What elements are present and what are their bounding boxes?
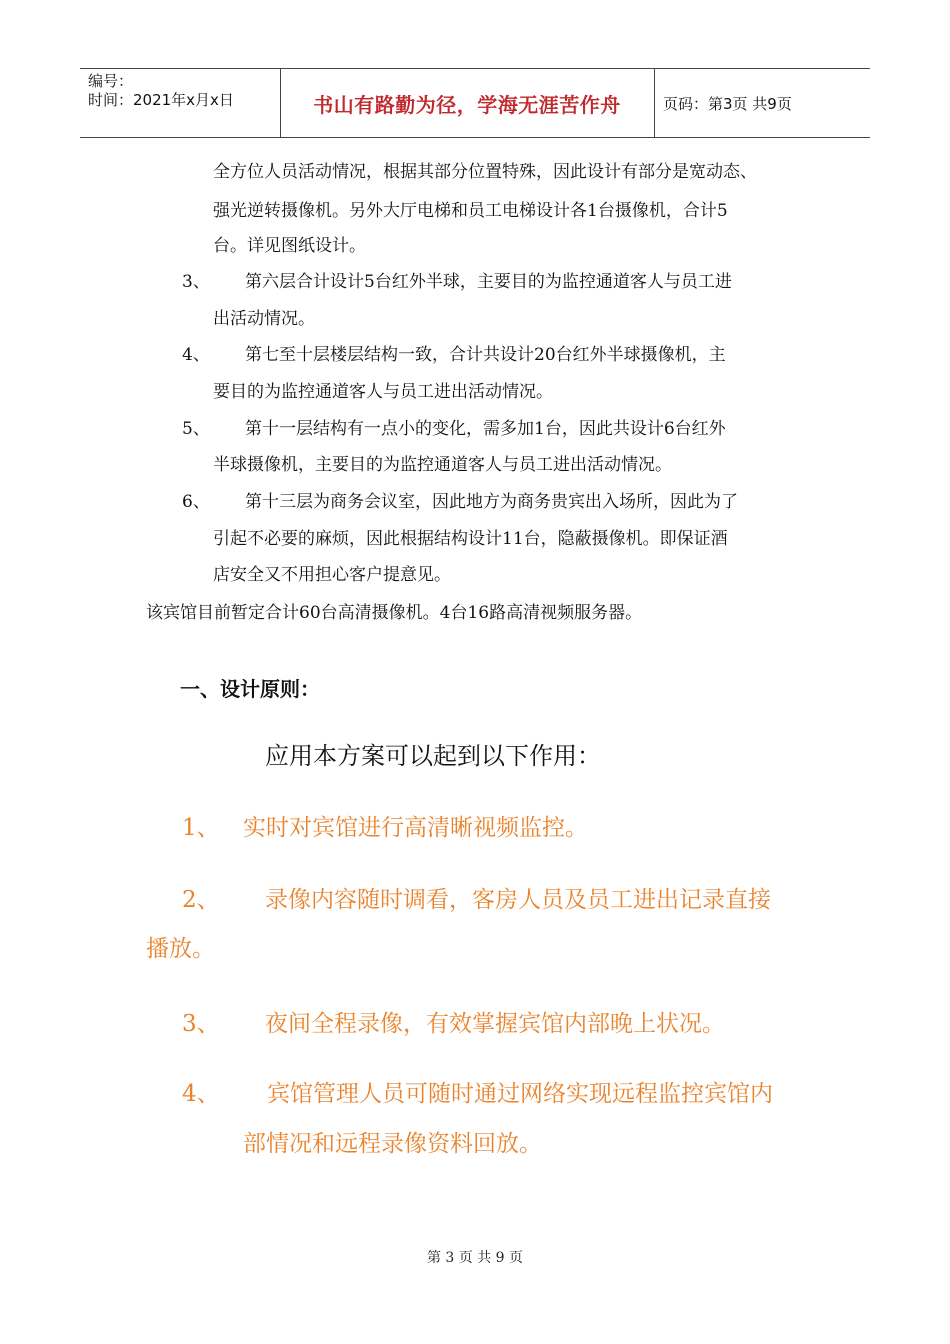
benefit-number: 2、 <box>182 887 220 913</box>
time-label: 时间：2021年x月x日 <box>88 91 234 109</box>
list-item-line: 要目的为监控通道客人与员工进出活动情况。 <box>213 382 553 402</box>
benefit-line: 夜间全程录像，有效掌握宾馆内部晚上状况。 <box>265 1011 725 1037</box>
list-number: 5、 <box>182 419 210 439</box>
list-item-line: 店安全又不用担心客户提意见。 <box>213 565 451 585</box>
summary-line: 该宾馆目前暂定合计60台高清摄像机。4台16路高清视频服务器。 <box>146 603 643 623</box>
benefit-number: 4、 <box>182 1081 220 1107</box>
benefit-line: 录像内容随时调看，客房人员及员工进出记录直接 <box>265 887 771 913</box>
list-number: 3、 <box>182 272 210 292</box>
list-number: 6、 <box>182 492 210 512</box>
code-label: 编号： <box>88 72 134 90</box>
list-item-line: 半球摄像机，主要目的为监控通道客人与员工进出活动情况。 <box>213 455 672 475</box>
section-intro: 应用本方案可以起到以下作用： <box>265 742 601 770</box>
list-item-line: 第十一层结构有一点小的变化，需多加1台，因此共设计6台红外 <box>245 419 726 439</box>
header-motto: 书山有路勤为径，学海无涯苦作舟 <box>313 92 621 117</box>
list-number: 4、 <box>182 345 210 365</box>
list-item-line: 第十三层为商务会议室，因此地方为商务贵宾出入场所，因此为了 <box>245 492 738 512</box>
benefit-number: 1、 <box>182 815 220 841</box>
header-divider <box>654 69 655 137</box>
benefit-line: 实时对宾馆进行高清晰视频监控。 <box>243 815 588 841</box>
header-page-number: 页码：第3页 共9页 <box>663 94 792 113</box>
header-meta <box>88 72 234 110</box>
list-item-line: 第六层合计设计5台红外半球，主要目的为监控通道客人与员工进 <box>245 272 732 292</box>
benefit-line: 播放。 <box>146 936 215 962</box>
paragraph-line: 强光逆转摄像机。另外大厅电梯和员工电梯设计各1台摄像机，合计5 <box>213 201 728 221</box>
paragraph-line: 台。详见图纸设计。 <box>213 236 366 256</box>
benefit-line: 宾馆管理人员可随时通过网络实现远程监控宾馆内 <box>267 1081 773 1107</box>
list-item-line: 引起不必要的麻烦，因此根据结构设计11台，隐蔽摄像机。即保证酒 <box>213 529 728 549</box>
list-item-line: 出活动情况。 <box>213 309 315 329</box>
paragraph-line: 全方位人员活动情况，根据其部分位置特殊，因此设计有部分是宽动态、 <box>213 162 757 182</box>
list-item-line: 第七至十层楼层结构一致，合计共设计20台红外半球摄像机，主 <box>245 345 726 365</box>
document-header <box>80 68 870 138</box>
section-heading: 一、设计原则： <box>180 677 320 701</box>
benefit-line: 部情况和远程录像资料回放。 <box>243 1131 542 1157</box>
benefit-number: 3、 <box>182 1011 220 1037</box>
page-footer: 第 3 页 共 9 页 <box>426 1250 524 1266</box>
